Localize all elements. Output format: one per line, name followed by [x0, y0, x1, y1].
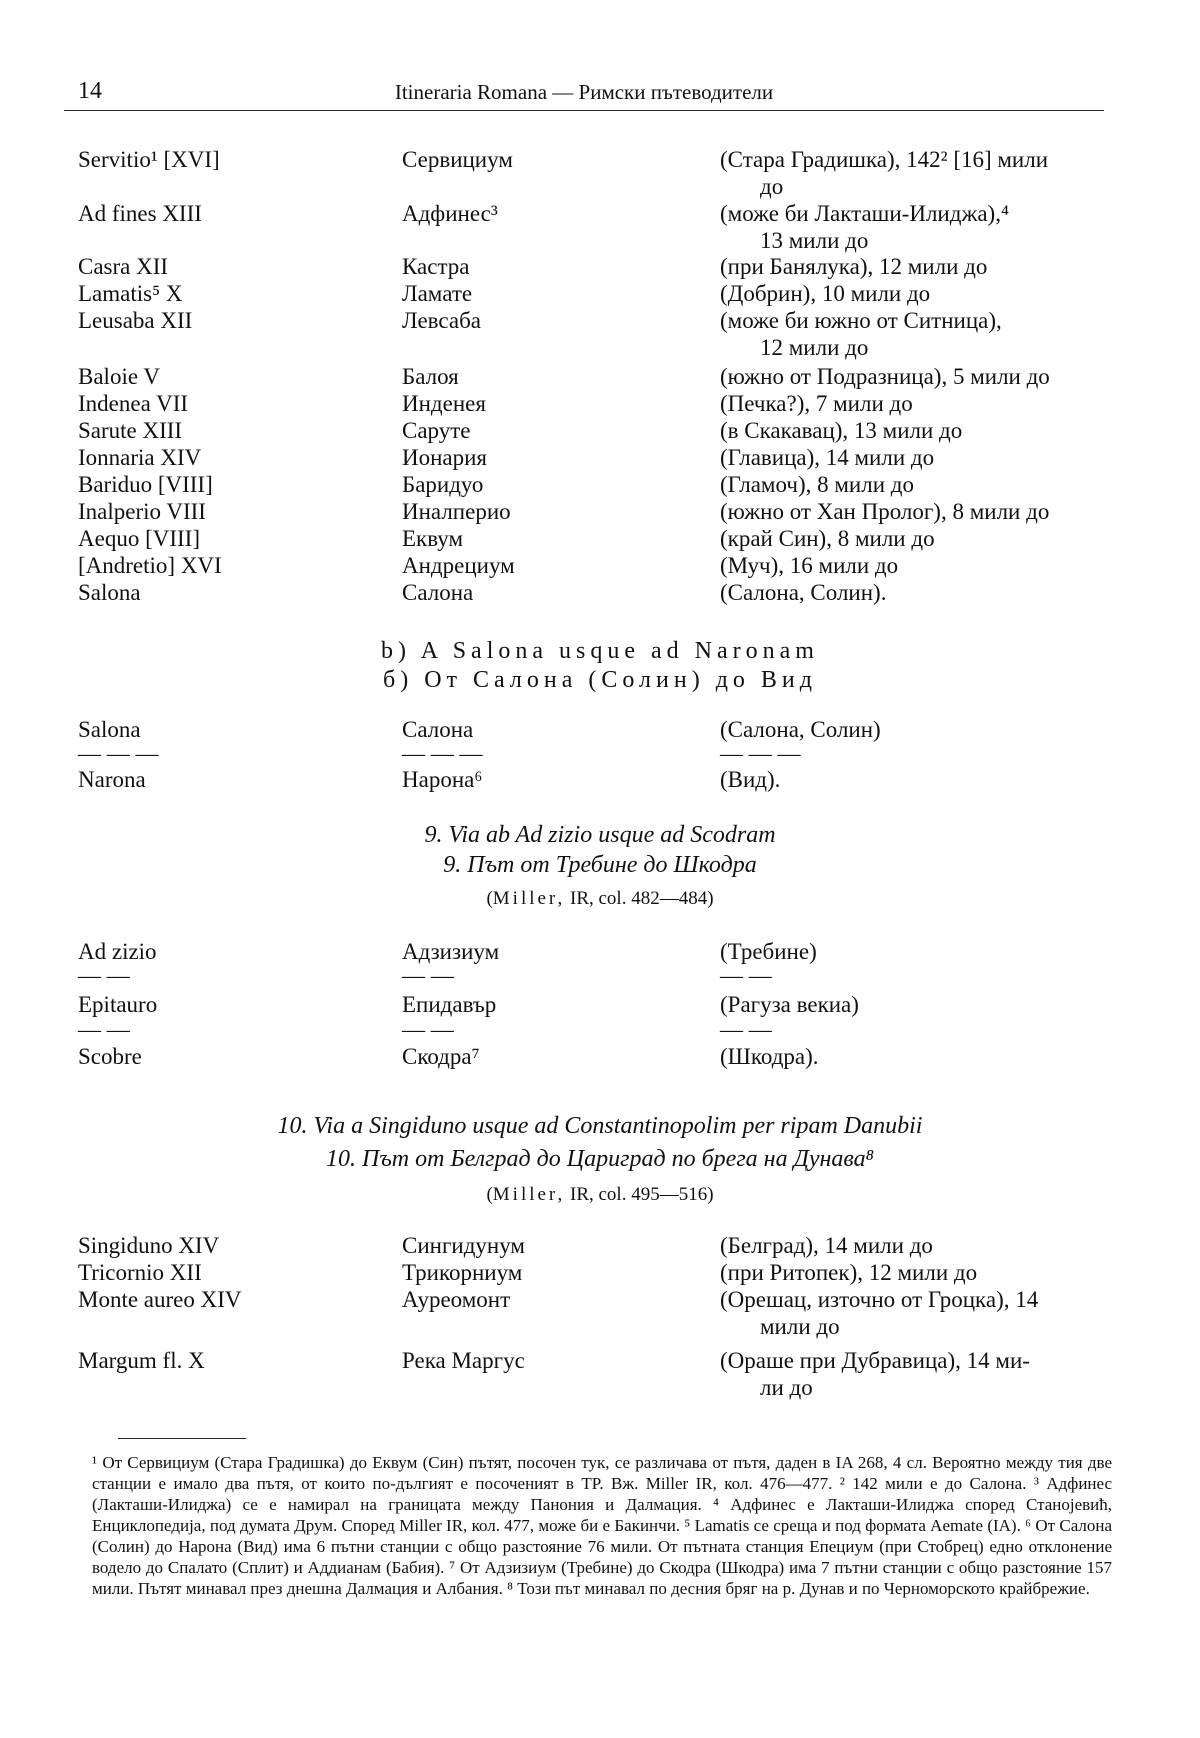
section-10-title-latin: 10. Via a Singiduno usque ad Constantinopolim per ripam Danubii [277, 1113, 923, 1139]
location-note: (Орешац, източно от Гроцка), 14 мили до [720, 1287, 1039, 1339]
location-note: (Требине) [720, 939, 817, 964]
footnote-rule [118, 1438, 246, 1439]
location-note: (при Ритопек), 12 мили до [720, 1260, 978, 1285]
location-note: (Гламоч), 8 мили до [720, 472, 914, 497]
section-9-title-bulgarian: 9. Път от Требине до Шкодра [443, 852, 757, 878]
latin-station: Casra XII [78, 254, 169, 279]
separator: — — [78, 963, 130, 988]
footnote-7: ⁷ От Адзизиум (Требине) до Скодра (Шкодра) има 7 пътни станции с общо разстояние 157 мили. Пътят минавал през днешна Далмация и Албания. [92, 1558, 1113, 1598]
bulgarian-station: Река Маргус [402, 1348, 525, 1373]
separator: — — [402, 963, 454, 988]
latin-station: Ad zizio [78, 939, 157, 964]
bulgarian-station: Андрециум [402, 553, 515, 578]
footnote-5: ⁵ Lamatis се среща и под формата Aemate (IA). [684, 1516, 1021, 1535]
latin-station: Epitauro [78, 992, 158, 1017]
location-note: (Добрин), 10 мили до [720, 281, 931, 306]
location-note: (Рагуза векиа) [720, 992, 859, 1017]
location-note: (Салона, Солин). [720, 580, 887, 605]
latin-station: Salona [78, 717, 141, 742]
latin-station: Tricornio XII [78, 1260, 202, 1285]
latin-station: Ionnaria XIV [78, 445, 202, 470]
bulgarian-station: Епидавър [402, 992, 497, 1017]
location-note: (Ораше при Дубравица), 14 ми- ли до [720, 1348, 1030, 1400]
location-note: (в Скакавац), 13 мили до [720, 418, 963, 443]
bulgarian-station: Салона [402, 580, 474, 605]
bulgarian-station: Саруте [402, 418, 471, 443]
location-note: (може би южно от Ситница), 12 мили до [720, 308, 1002, 360]
header-rule [64, 110, 1104, 111]
footnote-1: ¹ От Сервициум (Стара Градишка) до Еквум (Син) пътят, посочен тук, се различава от пътя, даден в IA 268, 4 сл. Вероятно между тия две станции е имало два пътя, от които по-дългият е посоченият в TP. Вж. Miller IR, кол. 476—477. [92, 1453, 1112, 1493]
location-note: (Вид). [720, 767, 781, 792]
separator: — — [720, 1017, 772, 1042]
bulgarian-station: Сервициум [402, 147, 513, 172]
bulgarian-station: Иналперио [402, 499, 511, 524]
section-9-title-latin: 9. Via ab Ad zizio usque ad Scodram [424, 822, 776, 848]
bulgarian-station: Нарона⁶ [402, 767, 483, 792]
bulgarian-station: Ауреомонт [402, 1287, 511, 1312]
latin-station: Sarute XIII [78, 418, 183, 443]
latin-station: Indenea VII [78, 391, 189, 416]
bulgarian-station: Инденея [402, 391, 486, 416]
location-note: (край Син), 8 мили до [720, 526, 935, 551]
latin-station: Ad fines XIII [78, 201, 202, 226]
bulgarian-station: Ламате [402, 281, 473, 306]
latin-station: Aequo [VIII] [78, 526, 200, 551]
footnotes [92, 1452, 1112, 1599]
location-note: (Печка?), 7 мили до [720, 391, 913, 416]
bulgarian-station: Ионария [402, 445, 488, 470]
location-note: (при Банялука), 12 мили до [720, 254, 988, 279]
latin-station: Baloie V [78, 364, 160, 389]
bulgarian-station: Скодра⁷ [402, 1044, 480, 1069]
footnote-4: ⁴ Адфинес е Лакташи-Илиджа според Станојевић, Енциклопедија, под думата Друм. Според Miller IR, кол. 477, може би е Бакинчи. [92, 1495, 1113, 1535]
latin-station: Inalperio VIII [78, 499, 206, 524]
location-note: (Белград), 14 мили до [720, 1233, 933, 1258]
separator: — — [720, 963, 772, 988]
section-9-source: (Miller, IR, col. 482—484) [486, 888, 714, 909]
bulgarian-station: Сингидунум [402, 1233, 525, 1258]
bulgarian-station: Еквум [402, 526, 464, 551]
bulgarian-station: Адзизиум [402, 939, 500, 964]
latin-station: Salona [78, 580, 141, 605]
section-10-source: (Miller, IR, col. 495—516) [486, 1184, 714, 1205]
latin-station: Servitio¹ [XVI] [78, 147, 220, 172]
latin-station: Lamatis⁵ X [78, 281, 183, 306]
latin-station: Singiduno XIV [78, 1233, 220, 1258]
footnote-3: ³ Адфинес (Лакташи-Илиджа) се е намирал на границата между Панония и Далмация. [92, 1474, 1113, 1514]
bulgarian-station: Кастра [402, 254, 470, 279]
bulgarian-station: Баридуо [402, 472, 484, 497]
bulgarian-station: Трикорниум [402, 1260, 523, 1285]
separator: — — [402, 1017, 454, 1042]
section-b-title-bulgarian: б) От Салона (Солин) до Вид [383, 667, 817, 693]
location-note: (Шкодра). [720, 1044, 819, 1069]
location-note: (Главица), 14 мили до [720, 445, 935, 470]
section-b-title-latin: b) A Salona usque ad Naronam [381, 638, 819, 664]
footnote-2: ² 142 мили е до Салона. [839, 1474, 1027, 1493]
separator: — — [78, 1017, 130, 1042]
bulgarian-station: Левсаба [402, 308, 481, 333]
page-number: 14 [78, 78, 102, 104]
bulgarian-station: Салона [402, 717, 474, 742]
location-note: (южно от Хан Пролог), 8 мили до [720, 499, 1050, 524]
footnote-6: ⁶ От Салона (Солин) до Нарона (Вид) има 6 пътни станции с общо разстояние 76 мили. От пътната станция Епециум (при Стобрец) едно отклонение водело до Спалато (Сплит) и Аддианам (Бабия). [92, 1516, 1113, 1577]
separator: — — — [402, 741, 483, 766]
latin-station: Leusaba XII [78, 308, 193, 333]
latin-station: Monte aureo XIV [78, 1287, 242, 1312]
latin-station: Bariduo [VIII] [78, 472, 213, 497]
bulgarian-station: Балоя [402, 364, 459, 389]
separator: — — — [78, 741, 159, 766]
separator: — — — [720, 741, 801, 766]
bulgarian-station: Адфинес³ [402, 201, 498, 226]
location-note: (може би Лакташи-Илиджа),⁴ 13 мили до [720, 201, 1009, 253]
latin-station: Narona [78, 767, 146, 792]
page-header [64, 78, 1104, 112]
location-note: (южно от Подразница), 5 мили до [720, 364, 1050, 389]
latin-station: [Andretio] XVI [78, 553, 222, 578]
running-title: Itineraria Romana — Римски пътеводители [394, 80, 774, 104]
footnote-8: ⁸ Този път минавал по десния бряг на р. Дунав и по Черноморското крайбрежие. [507, 1579, 1090, 1598]
location-note: (Муч), 16 мили до [720, 553, 899, 578]
latin-station: Margum fl. X [78, 1348, 205, 1373]
section-10-title-bulgarian: 10. Път от Белград до Цариград по брега на Дунава⁸ [325, 1146, 875, 1172]
location-note: (Салона, Солин) [720, 717, 881, 742]
latin-station: Scobre [78, 1044, 142, 1069]
location-note: (Стара Градишка), 142² [16] мили до [720, 147, 1049, 199]
